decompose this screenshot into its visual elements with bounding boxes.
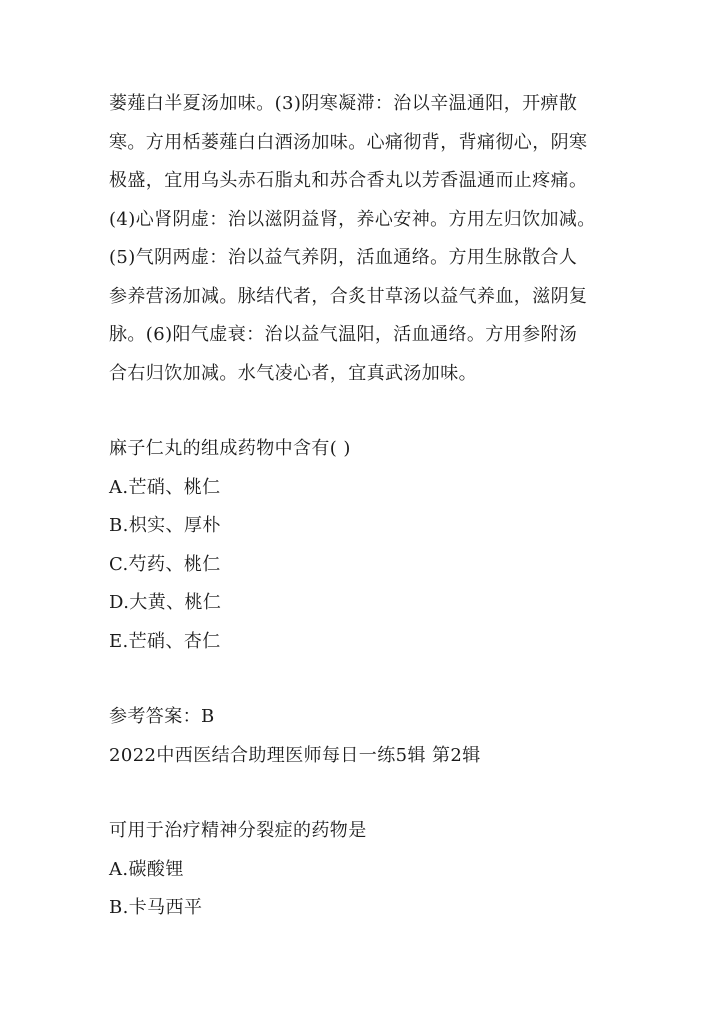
answer-block (109, 698, 614, 775)
question-block (109, 430, 614, 661)
passage-line: 脉。(6)阳气虚衰：治以益气温阳，活血通络。方用参附汤 (109, 324, 578, 345)
section-title: 2022中西医结合助理医师每日一练5辑 第2辑 (109, 744, 481, 766)
passage-line: 合右归饮加减。水气凌心者，宜真武汤加味。 (109, 362, 477, 384)
answer-option: B.卡马西平 (109, 897, 203, 918)
question-block (109, 812, 614, 928)
answer-option: B.枳实、厚朴 (109, 515, 221, 536)
document-page (109, 85, 614, 928)
passage-line: (4)心肾阴虚：治以滋阴益肾，养心安神。方用左归饮加减。 (109, 208, 596, 230)
answer-option: A.芒硝、桃仁 (109, 476, 221, 498)
answer-option: C.芍药、桃仁 (109, 553, 221, 575)
answer-option: A.碳酸锂 (109, 858, 184, 880)
reference-answer: 参考答案：B (109, 706, 215, 727)
passage-line: 蒌薤白半夏汤加味。(3)阴寒凝滞：治以辛温通阳，开痹散 (109, 93, 578, 114)
passage-line: 参养营汤加减。脉结代者，合炙甘草汤以益气养血，滋阴复 (109, 285, 588, 307)
answer-option: E.芒硝、杏仁 (109, 630, 221, 652)
question-stem: 可用于治疗精神分裂症的药物是 (109, 820, 367, 841)
passage-line: (5)气阴两虚：治以益气养阴，活血通络。方用生脉散合人 (109, 247, 578, 268)
passage-line: 寒。方用栝蒌薤白白酒汤加味。心痛彻背，背痛彻心，阴寒 (109, 131, 588, 153)
question-stem: 麻子仁丸的组成药物中含有( ) (109, 438, 351, 459)
explanation-passage (109, 85, 614, 393)
passage-line: 极盛，宜用乌头赤石脂丸和苏合香丸以芳香温通而止疼痛。 (109, 170, 588, 191)
answer-option: D.大黄、桃仁 (109, 592, 222, 613)
